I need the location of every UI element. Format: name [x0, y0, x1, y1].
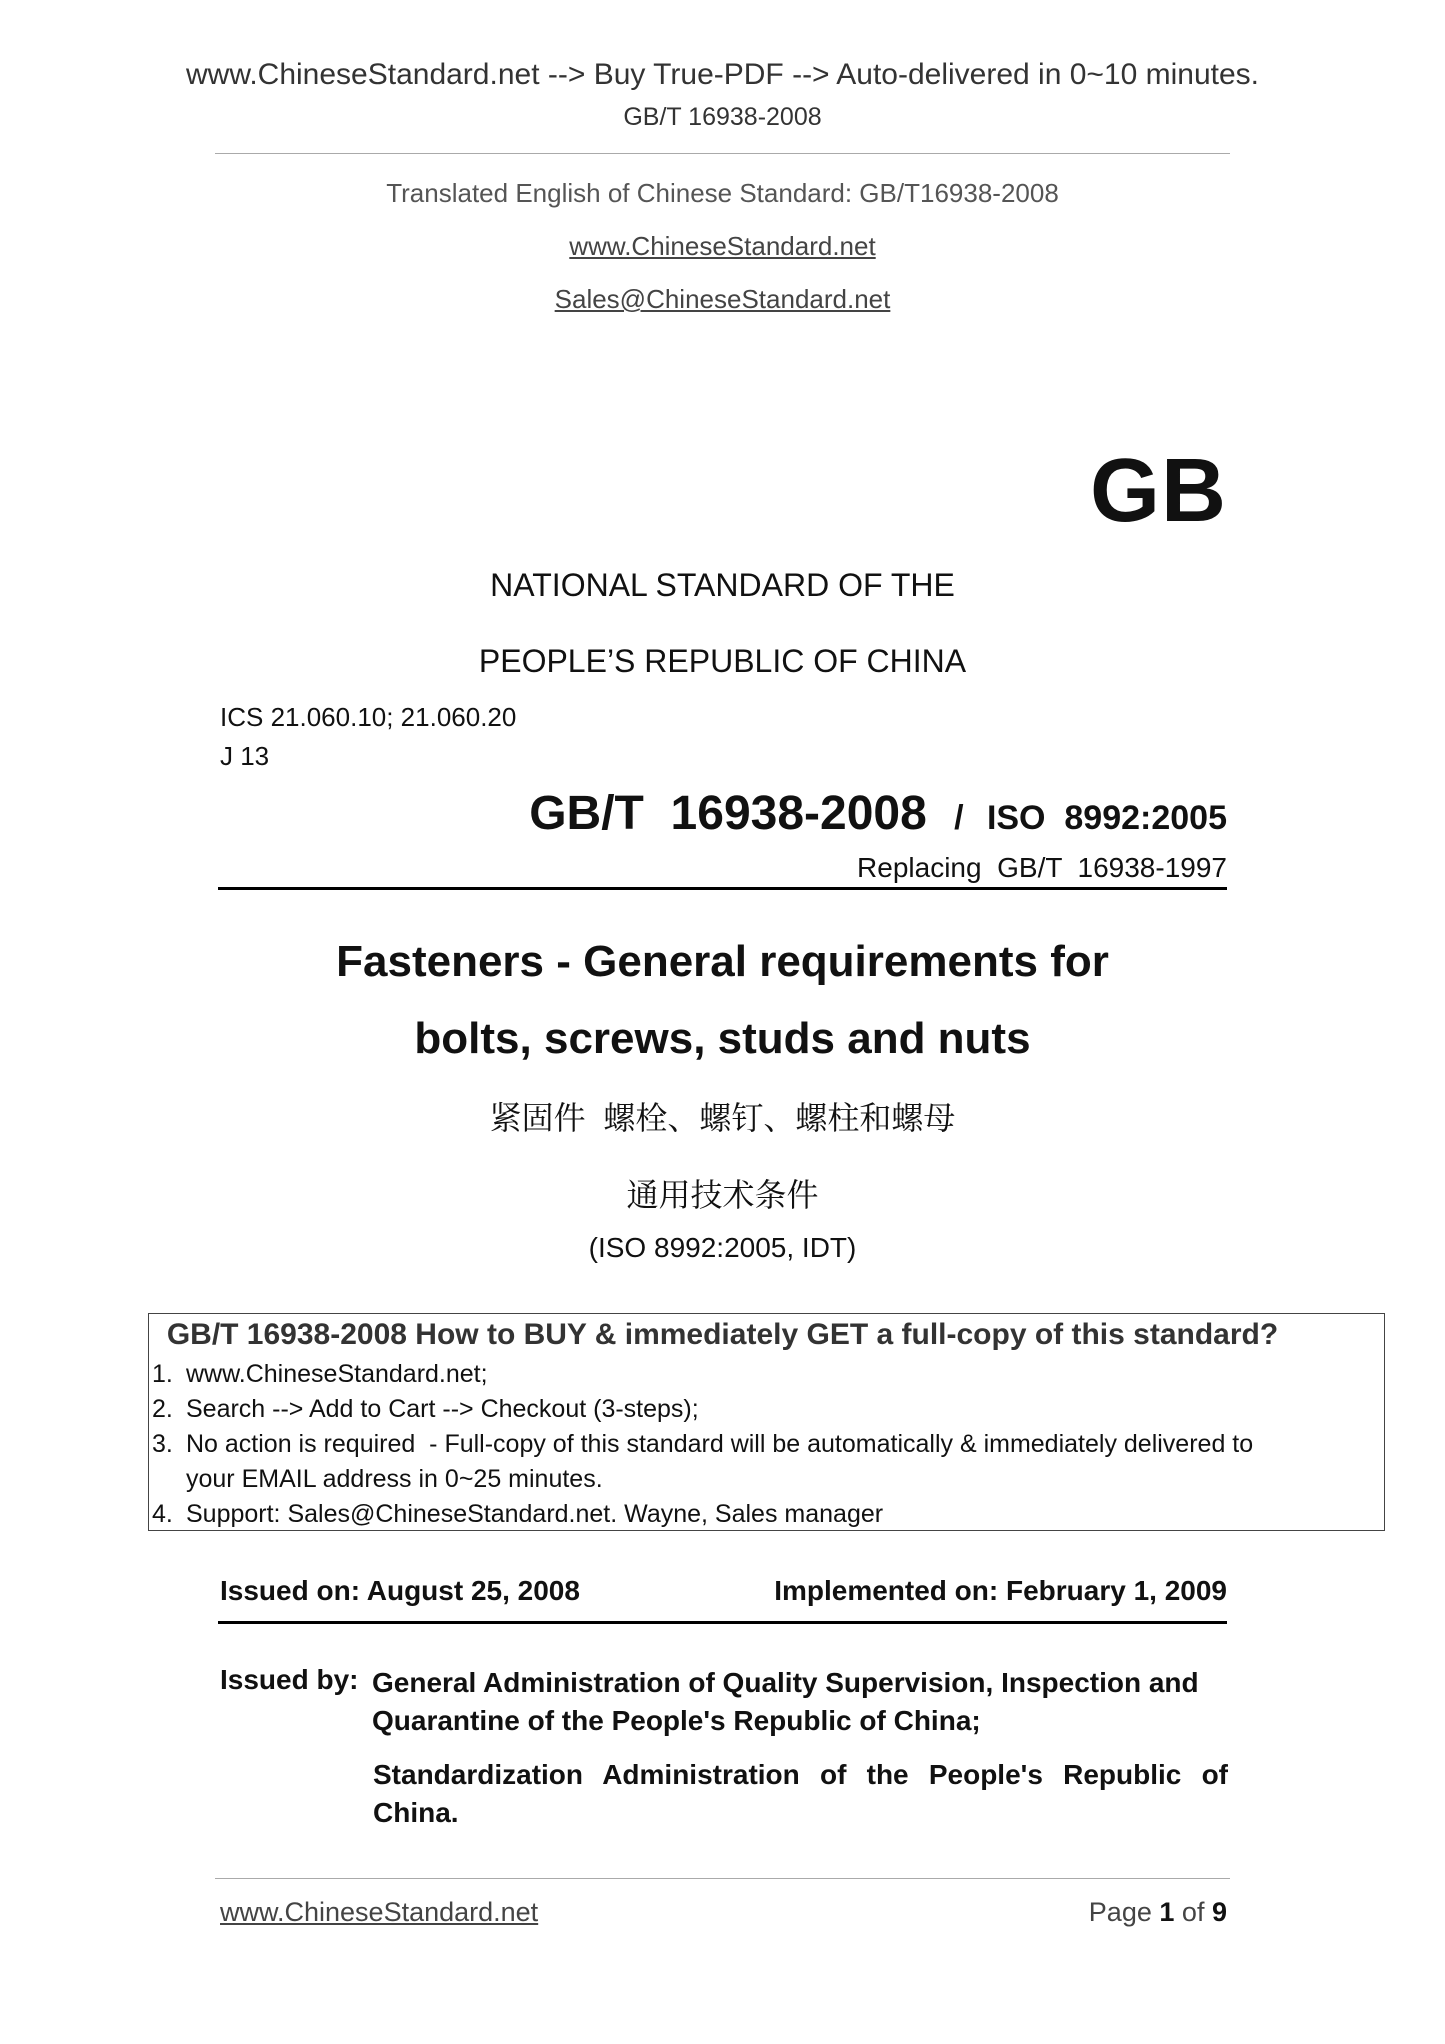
issued-date: Issued on: August 25, 2008 — [220, 1575, 580, 1606]
header-promo-line: www.ChineseStandard.net --> Buy True-PDF --> Auto-delivered in 0~10 minutes. — [185, 58, 1260, 91]
idt-note: (ISO 8992:2005, IDT) — [588, 1232, 857, 1263]
footer-website-line — [220, 1897, 538, 1928]
issuer-org1: General Administration of Quality Supervision, Inspection and Quarantine of the People's Republic of China; — [372, 1667, 1199, 1736]
header-divider — [215, 153, 1230, 154]
standard-number — [529, 786, 1227, 841]
buy-step: 2. Search --> Add to Cart --> Checkout (3-steps); — [152, 1395, 699, 1423]
buy-step-text: No action is required - Full-copy of this standard will be automatically & immediately delivered to — [186, 1430, 1254, 1458]
intro-website-line — [0, 231, 1445, 262]
buy-step-text: your EMAIL address in 0~25 minutes. — [186, 1465, 603, 1493]
page-indicator: Page 1 of 9 — [1088, 1897, 1227, 1927]
page-total: 9 — [1211, 1897, 1227, 1927]
replacing-note: Replacing GB/T 16938-1997 — [857, 852, 1227, 883]
title-line2: bolts, screws, studs and nuts — [414, 1014, 1031, 1063]
buy-step: 4. Support: Sales@ChineseStandard.net. Wayne, Sales manager — [152, 1500, 884, 1528]
ics-code: ICS 21.060.10; 21.060.20 — [220, 702, 517, 732]
buy-step — [152, 1465, 603, 1494]
header-standard-number: GB/T 16938-2008 — [623, 103, 822, 131]
buy-step-text[interactable]: Support: Sales@ChineseStandard.net. Wayne, Sales manager — [186, 1500, 884, 1528]
buy-step-text[interactable]: www.ChineseStandard.net; — [186, 1360, 488, 1388]
dates-divider — [218, 1621, 1227, 1624]
page-number: 1 — [1159, 1897, 1175, 1927]
gb-logo: GB — [1090, 441, 1227, 541]
buy-box-title: GB/T 16938-2008 How to BUY & immediately GET a full-copy of this standard? — [166, 1318, 1279, 1351]
footer-website-link[interactable]: www.ChineseStandard.net — [220, 1897, 539, 1927]
buy-step-text: Search --> Add to Cart --> Checkout (3-steps); — [186, 1395, 699, 1423]
national-standard-line1: NATIONAL STANDARD OF THE — [490, 567, 955, 603]
national-standard-line2: PEOPLE’S REPUBLIC OF CHINA — [478, 643, 967, 679]
chinese-title-line2: 通用技术条件 — [626, 1177, 819, 1213]
implemented-date: Implemented on: February 1, 2009 — [774, 1575, 1227, 1606]
iso-separator: / — [954, 799, 964, 837]
chinese-title-line1: 紧固件 螺栓、螺钉、螺柱和螺母 — [489, 1100, 956, 1136]
iso-number: ISO 8992:2005 — [986, 799, 1227, 837]
footer-divider — [215, 1878, 1230, 1879]
intro-website-link[interactable]: www.ChineseStandard.net — [569, 231, 876, 261]
issuer-org2: Standardization Administration of the People's Republic of China. — [373, 1759, 1228, 1828]
intro-email-link[interactable]: Sales@ChineseStandard.net — [554, 284, 891, 314]
issued-by-label: Issued by: — [220, 1664, 359, 1695]
gbt-number: GB/T 16938-2008 — [529, 787, 927, 840]
buy-step: 1. www.ChineseStandard.net; — [152, 1360, 488, 1388]
standard-divider — [218, 887, 1227, 890]
translated-notice: Translated English of Chinese Standard: GB/T16938-2008 — [386, 178, 1059, 208]
buy-step: 3. No action is required - Full-copy of this standard will be automatically & immediately delivered to — [152, 1430, 1254, 1458]
j-code: J 13 — [220, 741, 270, 771]
title-line1: Fasteners - General requirements for — [336, 937, 1109, 986]
intro-email-line — [0, 284, 1445, 315]
